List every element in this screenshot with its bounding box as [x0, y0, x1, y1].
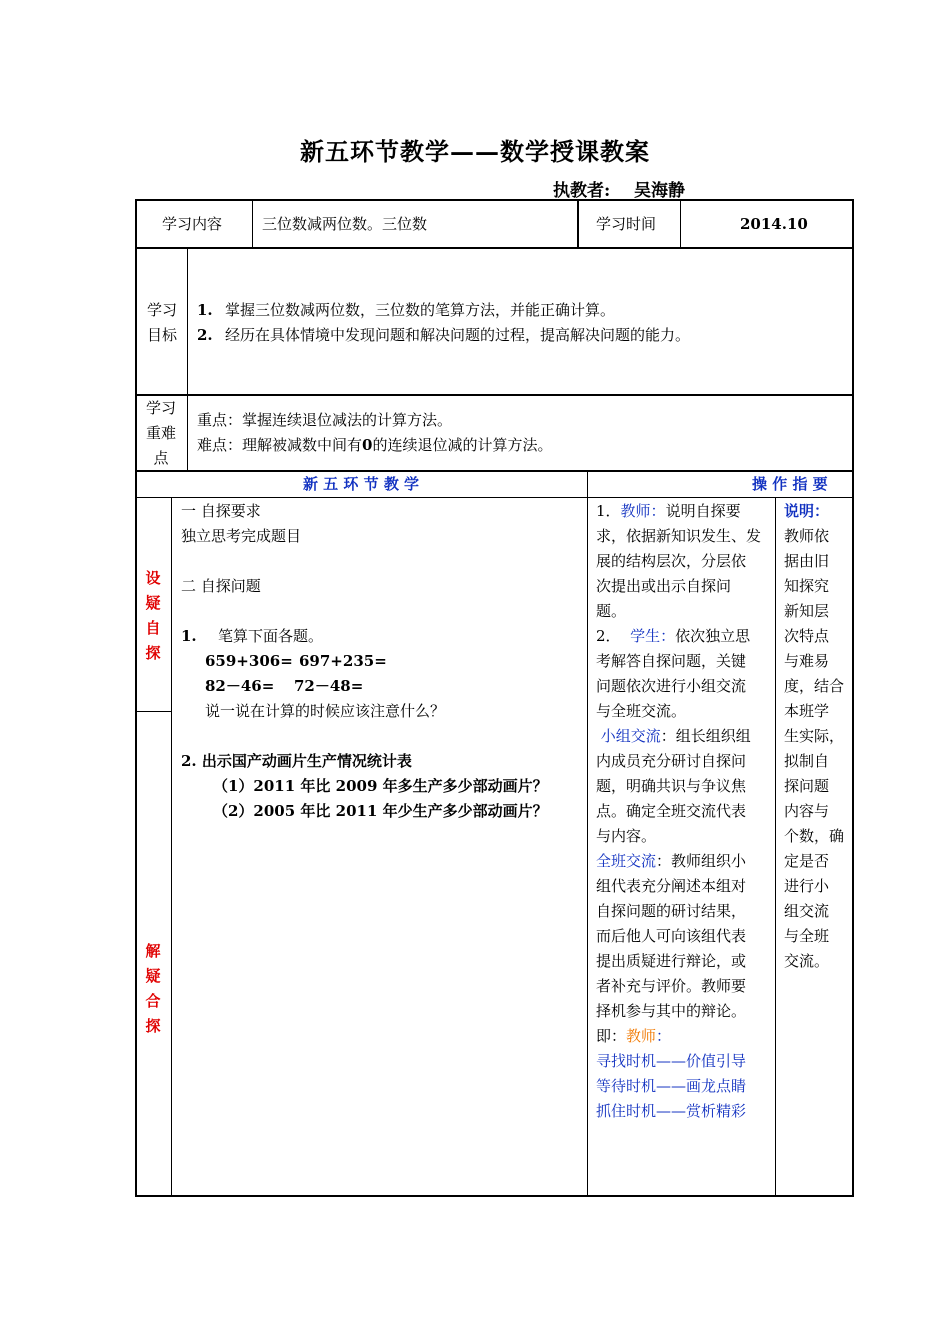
note-line: 内容与: [784, 802, 830, 820]
note-line: 新知层: [784, 602, 830, 620]
guide-line: [596, 724, 772, 749]
note-line: 进行小: [784, 877, 830, 895]
guide-text: ：: [656, 1027, 672, 1045]
note-column: [784, 499, 850, 974]
page-title: 新五环节教学——数学授课教案: [300, 137, 650, 166]
note-line: 次特点: [784, 627, 830, 645]
note-title: 说明：: [784, 502, 830, 520]
guide-line: [596, 674, 772, 699]
guide-line: [596, 874, 772, 899]
keypoints-text: [197, 408, 552, 458]
guide-line: [596, 799, 772, 824]
guide-text: 依次独立思: [675, 627, 751, 645]
guide-text: 点。确定全班交流代表: [596, 802, 747, 820]
guide-line: [596, 599, 772, 624]
guide-text: 而后他人可向该组代表: [596, 927, 747, 945]
guide-text: 者补充与评价。教师要: [596, 977, 747, 995]
guide-line: [596, 649, 772, 674]
guide-text: 全班交流: [596, 852, 657, 870]
guide-text: 择机参与其中的辩论。: [596, 1002, 747, 1020]
note-line: 拟制自: [784, 752, 830, 770]
guide-text: 抓住时机——赏析精彩: [596, 1102, 747, 1120]
teacher-label: 执教者:: [553, 181, 611, 201]
stage-label-1: 设 疑 自 探: [145, 569, 161, 662]
question-1-note: 说一说在计算的时候应该注意什么？: [205, 702, 446, 720]
note-line: 交流。: [784, 952, 830, 970]
guide-line: [596, 899, 772, 924]
guide-line: [596, 524, 772, 549]
section-header-teaching: 新 五 环 节 教 学: [302, 475, 420, 493]
guide-text: 提出质疑进行辩论，或: [596, 952, 747, 970]
guide-text: 教师：: [620, 502, 666, 520]
note-line: 与全班: [784, 927, 830, 945]
guide-line: [596, 949, 772, 974]
note-line: 生实际，: [784, 727, 845, 745]
note-line: 与难易: [784, 652, 830, 670]
guide-text: 2．: [596, 627, 631, 645]
note-line: 个数，确: [784, 827, 845, 845]
guide-line: [596, 699, 772, 724]
main-content: [181, 499, 581, 824]
guide-text: 问题依次进行小组交流: [596, 677, 747, 695]
guide-line: [596, 624, 772, 649]
requirement-text: 独立思考完成题目: [181, 527, 302, 545]
guide-text: 说明自探要: [665, 502, 741, 520]
key-point: 重点：掌握连续退位减法的计算方法。: [197, 411, 453, 429]
note-line: 教师依: [784, 527, 830, 545]
guide-text: 考解答自探问题，关键: [596, 652, 747, 670]
question-2-2: （2）2005 年比 2011 年少生产多少部动画片？: [213, 802, 548, 820]
guide-text: 与全班交流。: [596, 702, 687, 720]
goals-label: 学习 目标: [147, 301, 178, 344]
goal-item: 2. 经历在具体情境中发现问题和解决问题的过程，提高解决问题的能力。: [197, 326, 691, 344]
guide-line: [596, 849, 772, 874]
guide-text: 小组交流: [596, 727, 661, 745]
guide-text: ：教师组织小: [656, 852, 747, 870]
note-line: 本班学: [784, 702, 830, 720]
teacher-name: 吴海静: [633, 181, 685, 201]
stage-label-2: 解 疑 合 探: [145, 942, 161, 1035]
question-2: 2. 出示国产动画片生产情况统计表: [181, 752, 412, 770]
note-line: 定是否: [784, 852, 830, 870]
guide-line: [596, 774, 772, 799]
guide-line: [596, 499, 772, 524]
guide-line: [596, 974, 772, 999]
guide-text: 寻找时机——价值引导: [596, 1052, 747, 1070]
guide-text: 学生：: [630, 627, 676, 645]
question-2-1: （1）2011 年比 2009 年多生产多少部动画片？: [213, 777, 548, 795]
question-1-row-2: 82－46= 72－48=: [205, 677, 364, 695]
goal-item: 1. 掌握三位数减两位数，三位数的笔算方法，并能正确计算。: [197, 301, 616, 319]
guide-text: 题，明确共识与争议焦: [596, 777, 747, 795]
time-value: 2014.10: [740, 215, 808, 233]
goals-list: [197, 298, 690, 348]
content-label: 学习内容: [162, 215, 223, 233]
difficult-point: 难点：理解被减数中间有0的连续退位减的计算方法。: [197, 436, 553, 454]
guide-text: 内成员充分研讨自探问: [596, 752, 747, 770]
guide-line: [596, 1099, 772, 1124]
guide-text: 教师: [626, 1027, 657, 1045]
guide-text: 自探问题的研讨结果，: [596, 902, 747, 920]
guide-line: [596, 549, 772, 574]
guide-text: 1．: [596, 502, 621, 520]
guide-text: 与内容。: [596, 827, 657, 845]
guide-line: [596, 1024, 772, 1049]
note-line: 知探究: [784, 577, 830, 595]
guide-text: 组代表充分阐述本组对: [596, 877, 747, 895]
note-line: 度，结合: [784, 677, 845, 695]
note-line: 探问题: [784, 777, 830, 795]
guide-text: 求，依据新知识发生、发: [596, 527, 762, 545]
guide-text: 即：: [596, 1027, 627, 1045]
guide-text: 题。: [596, 602, 627, 620]
guide-line: [596, 1074, 772, 1099]
operation-guide: [596, 499, 772, 1124]
guide-text: 次提出或出示自探问: [596, 577, 732, 595]
requirement-heading: 一 自探要求: [181, 502, 261, 520]
teacher-line: [553, 176, 685, 201]
time-label: 学习时间: [596, 215, 657, 233]
guide-text: 展的结构层次，分层依: [596, 552, 747, 570]
note-line: 组交流: [784, 902, 830, 920]
problems-heading: 二 自探问题: [181, 577, 261, 595]
question-1: 1. 笔算下面各题。: [181, 627, 324, 645]
guide-line: [596, 999, 772, 1024]
guide-line: [596, 574, 772, 599]
guide-line: [596, 1049, 772, 1074]
guide-line: [596, 824, 772, 849]
note-line: 据由旧: [784, 552, 830, 570]
guide-text: 等待时机——画龙点睛: [596, 1077, 747, 1095]
keypoints-label: 学习 重难 点: [145, 399, 176, 467]
content-value: 三位数减两位数。三位数: [262, 215, 428, 233]
question-1-row-1: 659+306= 697+235=: [205, 652, 387, 670]
guide-text: ：组长组织组: [660, 727, 751, 745]
guide-line: [596, 924, 772, 949]
section-header-guide: 操 作 指 要: [752, 475, 828, 493]
guide-line: [596, 749, 772, 774]
